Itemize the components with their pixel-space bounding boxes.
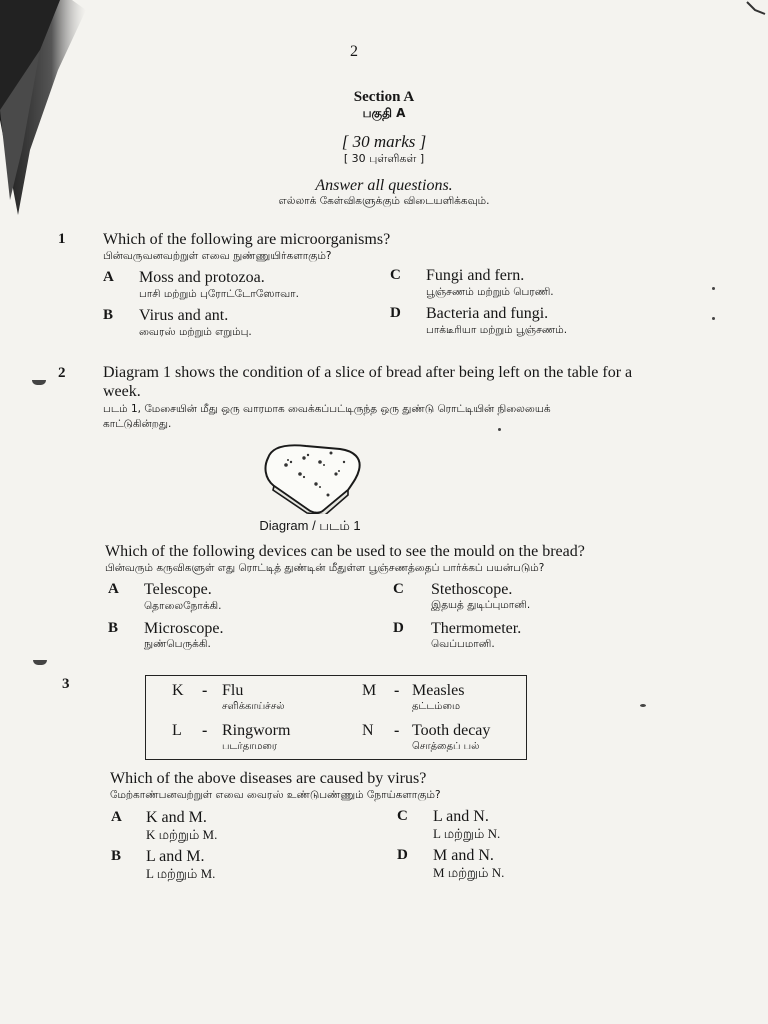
- table-name-ta: படர்தாமரை: [222, 741, 278, 752]
- option-text: Moss and protozoa.: [139, 269, 265, 286]
- option-letter: A: [108, 581, 119, 597]
- option-letter: B: [103, 307, 114, 323]
- diagram-caption: Diagram / படம் 1: [259, 518, 361, 533]
- scan-shadow: [0, 0, 110, 220]
- option-text: Stethoscope.: [431, 581, 513, 598]
- option-text: L and N.: [433, 808, 489, 825]
- option-text-ta: M மற்றும் N.: [433, 865, 505, 880]
- option-letter: D: [397, 847, 408, 863]
- margin-mark: [32, 380, 46, 385]
- option-text-ta: L மற்றும் M.: [146, 866, 216, 881]
- margin-mark: [33, 660, 47, 665]
- question-text: Which of the following devices can be used to see the mould on the bread?: [105, 543, 585, 560]
- question-text-ta-line2: காட்டுகின்றது.: [103, 418, 172, 430]
- option-letter: C: [390, 267, 401, 283]
- option-letter: A: [111, 809, 122, 825]
- table-name-ta: சளிக்காய்ச்சல்: [222, 701, 285, 712]
- speck: [712, 287, 715, 290]
- option-text: Thermometer.: [431, 620, 522, 637]
- instruction-ta: எல்லாக் கேள்விகளுக்கும் விடையளிக்கவும்.: [278, 195, 490, 207]
- table-name: Ringworm: [222, 722, 291, 739]
- option-letter: D: [390, 305, 401, 321]
- table-name: Measles: [412, 682, 465, 699]
- option-text: Bacteria and fungi.: [426, 305, 549, 322]
- option-text: K and M.: [146, 809, 207, 826]
- option-text-ta: பாக்டீரியா மற்றும் பூஞ்சணம்.: [426, 324, 568, 336]
- question-text: Which of the above diseases are caused by virus?: [110, 770, 427, 787]
- option-text-ta: வைரஸ் மற்றும் எறும்பு.: [139, 326, 252, 338]
- bread-slice-diagram: [258, 440, 368, 514]
- section-title-ta: பகுதி A: [362, 106, 406, 120]
- question-text-ta-line1: படம் 1, மேசையின் மீது ஒரு வாரமாக வைக்கப்பட்டிருந்த ஒரு துண்டு ரொட்டியின் நிலையைக்: [103, 403, 551, 415]
- table-key: M: [362, 682, 377, 699]
- table-key: L: [172, 722, 182, 739]
- option-letter: B: [108, 620, 119, 636]
- table-name-ta: தட்டம்மை: [412, 701, 460, 712]
- option-text: Fungi and fern.: [426, 267, 525, 284]
- option-text-ta: K மற்றும் M.: [146, 827, 218, 842]
- section-marks-ta: [ 30 புள்ளிகள் ]: [343, 152, 425, 165]
- option-text: Microscope.: [144, 620, 224, 637]
- option-text-ta: பாசி மற்றும் புரோட்டோஸோவா.: [139, 288, 299, 300]
- option-letter: A: [103, 269, 114, 285]
- question-text-line1: Diagram 1 shows the condition of a slice of bread after being left on the table for a: [103, 364, 633, 381]
- option-text-ta: தொலைநோக்கி.: [144, 600, 222, 612]
- table-dash: -: [202, 682, 208, 699]
- question-text-ta: பின்வருவனவற்றுள் எவை நுண்ணுயிர்களாகும்?: [103, 250, 332, 262]
- speck: [712, 317, 715, 320]
- page-number: 2: [350, 43, 358, 60]
- question-number: 2: [58, 365, 66, 381]
- table-name: Tooth decay: [412, 722, 491, 739]
- question-number: 1: [58, 231, 66, 247]
- table-key: N: [362, 722, 374, 739]
- option-text: M and N.: [433, 847, 494, 864]
- option-letter: C: [393, 581, 404, 597]
- table-dash: -: [394, 722, 400, 739]
- speck: [640, 704, 646, 707]
- option-text: L and M.: [146, 848, 205, 865]
- option-text: Virus and ant.: [139, 307, 229, 324]
- option-letter: B: [111, 848, 122, 864]
- question-text-line2: week.: [103, 383, 141, 400]
- table-name-ta: சொத்தைப் பல்: [412, 741, 480, 752]
- option-text-ta: பூஞ்சணம் மற்றும் பெரணி.: [426, 286, 554, 298]
- option-text-ta: L மற்றும் N.: [433, 826, 501, 841]
- question-text-ta: பின்வரும் கருவிகளுள் எது ரொட்டித் துண்டின் மீதுள்ள பூஞ்சணத்தைப் பார்க்கப் பயன்படும்?: [105, 562, 545, 574]
- question-text: Which of the following are microorganisms?: [103, 231, 391, 248]
- instruction: Answer all questions.: [315, 177, 453, 194]
- table-key: K: [172, 682, 184, 699]
- section-marks: [ 30 marks ]: [341, 132, 427, 151]
- table-dash: -: [394, 682, 400, 699]
- section-title: Section A: [353, 89, 415, 105]
- question-number: 3: [62, 676, 70, 692]
- option-text-ta: நுண்பெருக்கி.: [144, 638, 211, 650]
- option-text: Telescope.: [144, 581, 212, 598]
- option-letter: D: [393, 620, 404, 636]
- question-text-ta: மேற்காண்பனவற்றுள் எவை வைரஸ் உண்டுபண்ணும் நோய்களாகும்?: [110, 789, 441, 801]
- speck: [498, 428, 501, 431]
- option-letter: C: [397, 808, 408, 824]
- table-name: Flu: [222, 682, 244, 699]
- corner-mark: [745, 0, 768, 20]
- option-text-ta: இதயத் துடிப்புமானி.: [431, 599, 531, 611]
- option-text-ta: வெப்பமானி.: [431, 638, 495, 650]
- table-dash: -: [202, 722, 208, 739]
